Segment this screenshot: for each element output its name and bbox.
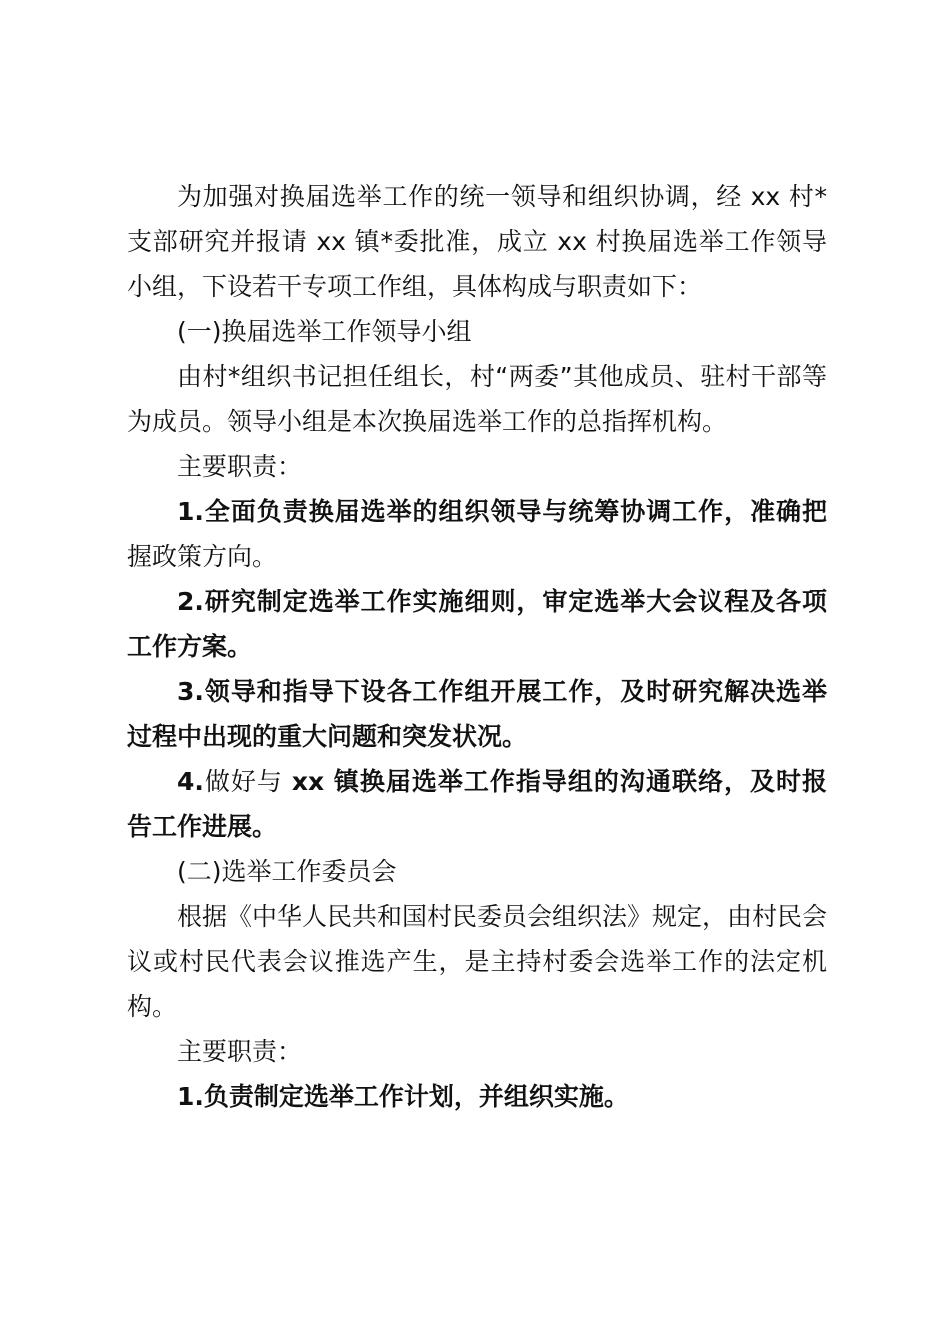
- duty-item: 1.负责制定选举工作计划，并组织实施。: [177, 1082, 629, 1111]
- election-committee-description: 根据《中华人民共和国村民委员会组织法》规定，由村民会议或村民代表会议推选产生，是主持村委会选举工作的法定机构。: [127, 902, 828, 1021]
- duty-item: 2.研究制定选举工作实施细则，审定选举大会议程及各项工作方案。: [127, 587, 827, 661]
- duty-item: [127, 489, 827, 579]
- section-heading-leadership-group: (一)换届选举工作领导小组: [177, 317, 472, 346]
- duty-item-normal-text: 做好与: [203, 767, 292, 796]
- duty-item: [127, 759, 827, 849]
- duty-item: 3.领导和指导下设各工作组开展工作，及时研究解决选举过程中出现的重大问题和突发状况。: [127, 677, 827, 751]
- duty-item-normal-text: 握政策方向。: [127, 542, 278, 571]
- duties-label: 主要职责：: [177, 1037, 303, 1066]
- leadership-group-description: 由村*组织书记担任组长，村“两委”其他成员、驻村干部等为成员。领导小组是本次换届选举工作的总指挥机构。: [127, 362, 827, 436]
- duties-label: 主要职责：: [177, 452, 303, 481]
- duty-item-bold-text: xx 镇换届选举工作指导组的沟通联络，及时报告工作进展。: [127, 767, 827, 841]
- duty-item-bold-text: 1.全面负责换届选举的组织领导与统筹协调工作，准确把: [177, 497, 827, 526]
- duty-item-number: 4.: [177, 767, 204, 796]
- document-body: [127, 174, 827, 1119]
- intro-paragraph: 为加强对换届选举工作的统一领导和组织协调，经 xx 村*支部研究并报请 xx 镇*委批准，成立 xx 村换届选举工作领导小组，下设若干专项工作组，具体构成与职责如下：: [127, 182, 827, 301]
- section-heading-election-committee: (二)选举工作委员会: [177, 857, 397, 886]
